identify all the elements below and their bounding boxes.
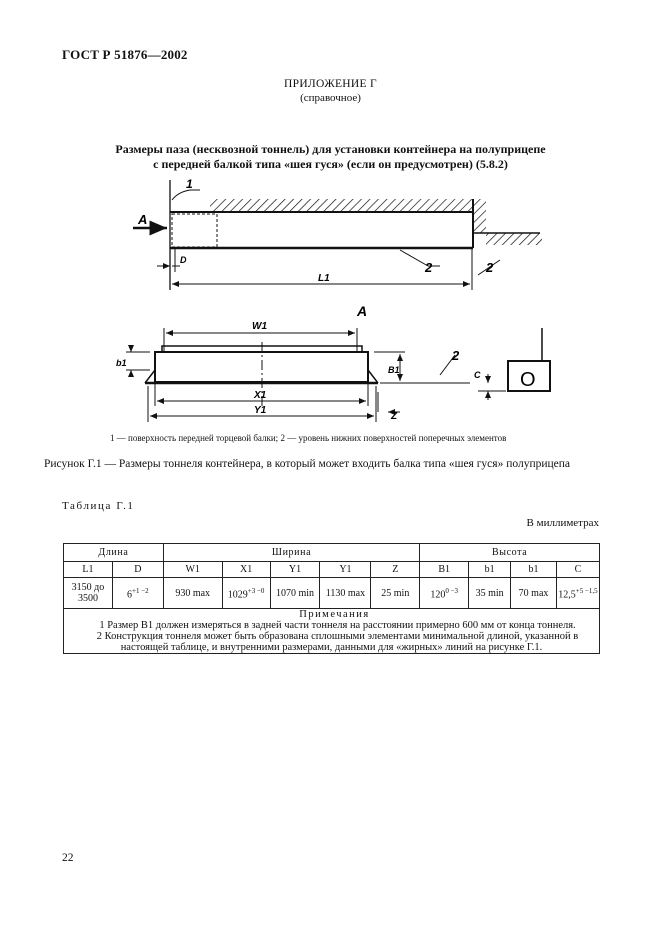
dim-w1-label: W1 (252, 321, 267, 332)
dim-l1-label: L1 (318, 273, 330, 284)
callout-2b: 2 (486, 260, 494, 275)
col-l1: L1 (64, 562, 113, 578)
callout-2a: 2 (425, 260, 433, 275)
note-1: 1 Размер B1 должен измеряться в задней части тоннеля на расстоянии примерно 600 мм от конца тоннеля. (99, 620, 576, 631)
cell-c: $12,5^{+5 -1,5}$ (556, 578, 599, 609)
cell-l1: 3150 до 3500 (64, 578, 113, 609)
table-column-header-row (64, 562, 600, 578)
cell-c-tol: +5 −1,5 (575, 586, 598, 595)
dim-y1-label: Y1 (254, 405, 267, 416)
dimensions-table (63, 543, 600, 654)
cell-y1b: 1130 max (320, 578, 371, 609)
col-y1a: Y1 (270, 562, 320, 578)
cell-b1a: 35 min (469, 578, 511, 609)
cell-x1: $1029^{+3 -0}$ (222, 578, 270, 609)
table-row (64, 578, 600, 609)
end-view-a (116, 303, 550, 422)
cell-b1-upper: $120^{0 -3}$ (420, 578, 469, 609)
dim-z-label: Z (391, 411, 398, 422)
cell-z: 25 min (371, 578, 420, 609)
table-notes (64, 609, 600, 654)
col-c: C (556, 562, 599, 578)
col-y1b: Y1 (320, 562, 371, 578)
col-d: D (112, 562, 163, 578)
group-height: Высота (420, 544, 600, 562)
table-notes-row (64, 609, 600, 654)
col-b1a: b1 (469, 562, 511, 578)
page-number: 22 (62, 852, 74, 864)
col-b1-upper: B1 (420, 562, 469, 578)
technical-drawing (0, 0, 661, 440)
col-b1b: b1 (511, 562, 557, 578)
side-view (133, 177, 542, 290)
figure-title-line1: Размеры паза (несквозной тоннель) для установки контейнера на полуприцепе (115, 142, 546, 156)
callout-1: 1 (186, 177, 193, 191)
dim-b1-label: b1 (116, 358, 127, 368)
arrow-a-label: A (138, 212, 148, 227)
annex-subtitle: (справочное) (300, 92, 361, 104)
cell-x1-tol: +3 −0 (247, 586, 265, 595)
figure-caption: Рисунок Г.1 — Размеры тоннеля контейнера, в который может входить балка типа «шея гуся» полуприцепа (44, 458, 571, 470)
table-units: В миллиметрах (526, 517, 599, 529)
annex-title: ПРИЛОЖЕНИЕ Г (284, 78, 377, 90)
cell-b1-tol: 0 −3 (445, 586, 459, 595)
col-x1: X1 (222, 562, 270, 578)
dim-c-label: C (474, 370, 481, 380)
dim-d-label: D (180, 255, 187, 265)
document-header: ГОСТ Р 51876—2002 (62, 47, 188, 62)
figure-title-line2: с передней балкой типа «шея гуся» (если он предусмотрен) (5.8.2) (153, 157, 508, 171)
table-title: Таблица Г.1 (62, 500, 135, 512)
group-length: Длина (64, 544, 164, 562)
dim-x1-label: X1 (254, 390, 267, 401)
col-w1: W1 (163, 562, 222, 578)
cell-b1b: 70 max (511, 578, 557, 609)
col-z: Z (371, 562, 420, 578)
symbol-o: O (520, 369, 536, 391)
cell-w1: 930 max (163, 578, 222, 609)
cell-y1a: 1070 min (270, 578, 320, 609)
view-a-label: A (357, 303, 368, 319)
dim-b1-right-label: B1 (388, 365, 400, 375)
cell-d-tol: +1 −2 (132, 586, 149, 595)
notes-heading: Примечания (299, 609, 370, 620)
figure-legend: 1 — поверхность передней торцевой балки; 2 — уровень нижних поверхностей поперечных элементов (110, 433, 507, 443)
note-2: 2 Конструкция тоннеля может быть образована сплошными элементами минимальной длиной, указанной в настоящей таблице, и внутренними размерами, данными для «жирных» линий на рисунке Г.1. (96, 631, 579, 653)
table-group-header-row (64, 544, 600, 562)
group-width: Ширина (163, 544, 419, 562)
cell-d: $6^{+1 -2}$ (112, 578, 163, 609)
callout-2c: 2 (452, 348, 460, 363)
